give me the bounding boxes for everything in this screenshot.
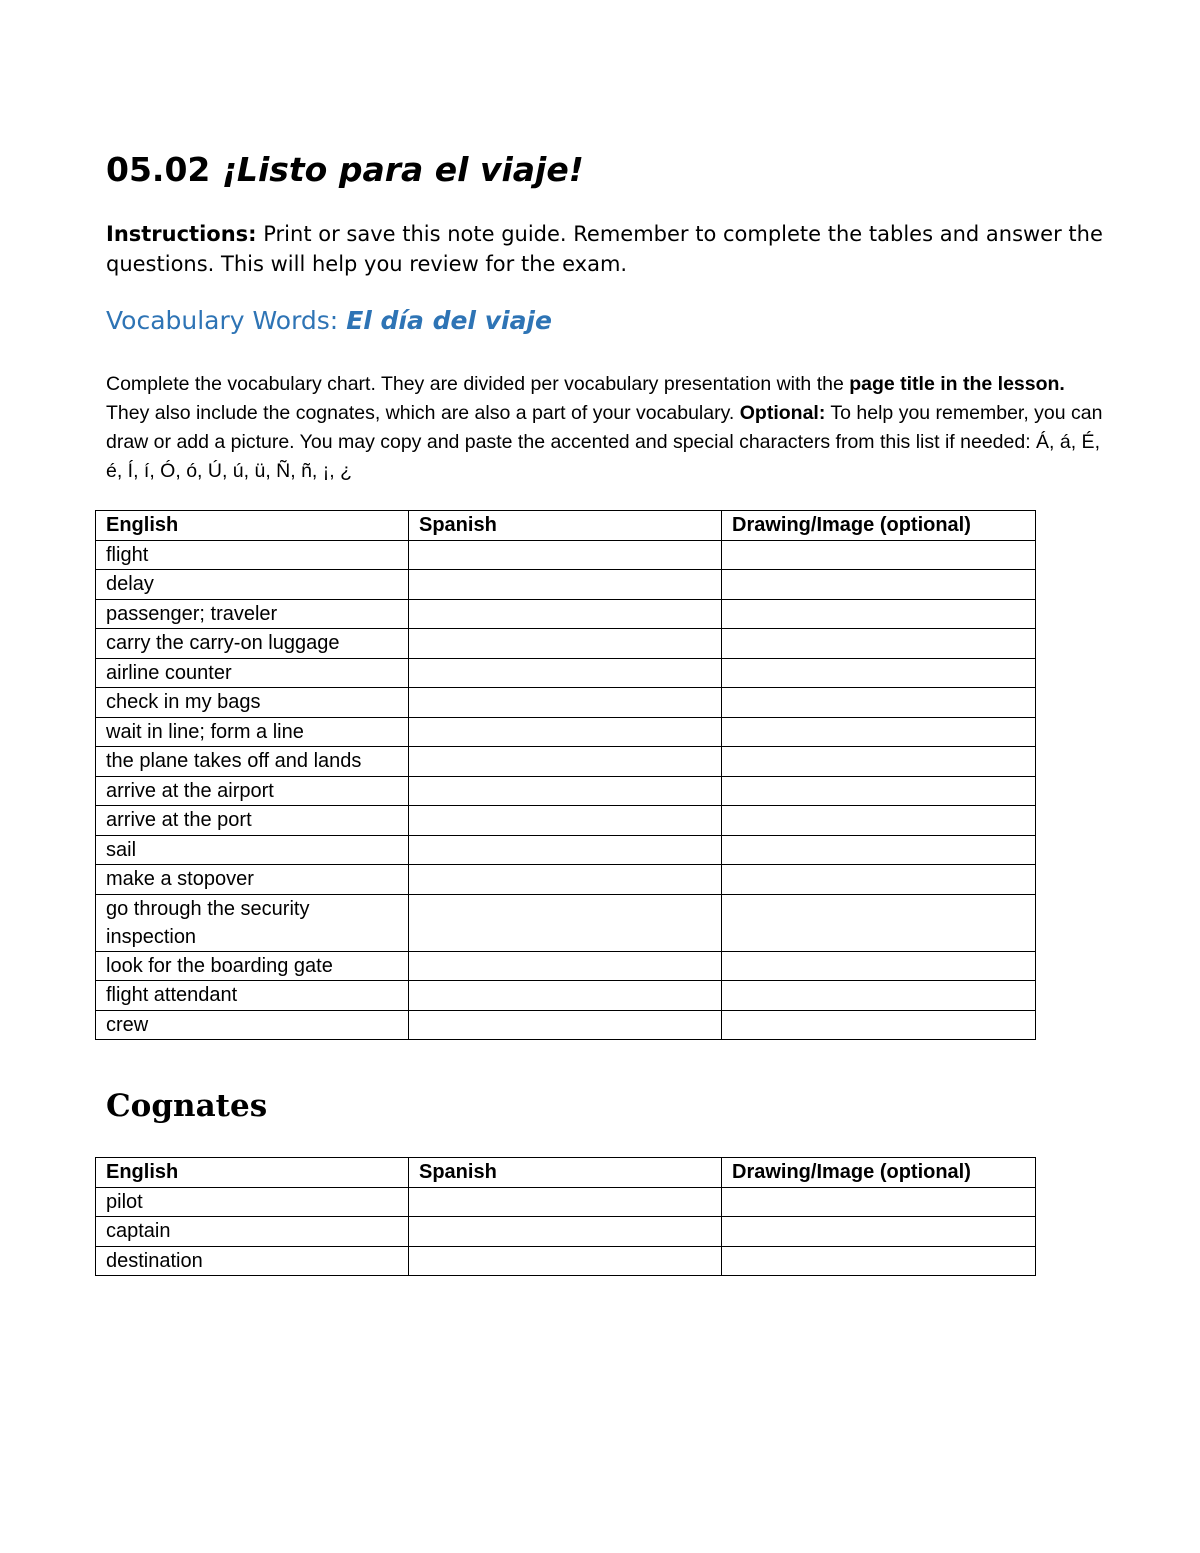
english-cell: arrive at the airport [96,776,409,806]
drawing-cell[interactable] [722,629,1036,659]
english-cell: sail [96,835,409,865]
vocabulary-heading-prefix: Vocabulary Words: [106,306,347,335]
drawing-cell[interactable] [722,776,1036,806]
header-spanish: Spanish [409,1158,722,1188]
table-header-row [96,511,1036,541]
drawing-cell[interactable] [722,951,1036,981]
header-english: English [96,1158,409,1188]
spanish-cell[interactable] [409,747,722,777]
english-cell: captain [96,1217,409,1247]
drawing-cell[interactable] [722,894,1036,951]
drawing-cell[interactable] [722,981,1036,1011]
drawing-cell[interactable] [722,717,1036,747]
vocabulary-table [95,510,1036,1040]
intro-part-3: To help you remember, you can draw or add a picture. You may copy and paste the accented and special characters from this list if needed: Á, á, É, é, Í, í, Ó, ó, Ú, ú, ü, Ñ, ñ, ¡, ¿ [106,402,1103,482]
drawing-cell[interactable] [722,599,1036,629]
table-row [96,1217,1036,1247]
drawing-cell[interactable] [722,1010,1036,1040]
drawing-cell[interactable] [722,540,1036,570]
intro-bold-1: page title in the lesson. [849,373,1065,395]
table-row [96,747,1036,777]
drawing-cell[interactable] [722,658,1036,688]
table-row [96,688,1036,718]
intro-bold-2: Optional: [739,402,826,424]
spanish-cell[interactable] [409,540,722,570]
drawing-cell[interactable] [722,747,1036,777]
cognates-heading: Cognates [106,1088,268,1124]
table-row [96,981,1036,1011]
table-row [96,806,1036,836]
page-title [106,150,584,189]
title-prefix: 05.02 [106,150,222,189]
instructions-label: Instructions: [106,222,257,246]
table-row [96,1010,1036,1040]
table-row [96,865,1036,895]
table-row [96,540,1036,570]
drawing-cell[interactable] [722,1217,1036,1247]
spanish-cell[interactable] [409,688,722,718]
drawing-cell[interactable] [722,806,1036,836]
table-row [96,717,1036,747]
header-spanish: Spanish [409,511,722,541]
english-cell: crew [96,1010,409,1040]
table-row [96,776,1036,806]
spanish-cell[interactable] [409,1246,722,1276]
english-cell: pilot [96,1187,409,1217]
instructions-text: Print or save this note guide. Remember to complete the tables and answer the questions. This will help you review for the exam. [106,222,1103,276]
drawing-cell[interactable] [722,1246,1036,1276]
spanish-cell[interactable] [409,599,722,629]
spanish-cell[interactable] [409,865,722,895]
intro-part-1: Complete the vocabulary chart. They are divided per vocabulary presentation with the [106,373,850,395]
spanish-cell[interactable] [409,806,722,836]
drawing-cell[interactable] [722,835,1036,865]
cognates-table [95,1157,1036,1276]
header-drawing: Drawing/Image (optional) [722,511,1036,541]
table-header-row [96,1158,1036,1188]
spanish-cell[interactable] [409,570,722,600]
spanish-cell[interactable] [409,717,722,747]
drawing-cell[interactable] [722,1187,1036,1217]
english-cell: airline counter [96,658,409,688]
vocabulary-heading [106,306,552,335]
spanish-cell[interactable] [409,658,722,688]
vocabulary-intro-paragraph [106,370,1106,486]
intro-part-2: They also include the cognates, which are also a part of your vocabulary. [106,402,740,424]
spanish-cell[interactable] [409,776,722,806]
drawing-cell[interactable] [722,865,1036,895]
vocabulary-heading-emphasis: El día del viaje [346,306,552,335]
spanish-cell[interactable] [409,951,722,981]
drawing-cell[interactable] [722,688,1036,718]
spanish-cell[interactable] [409,1217,722,1247]
title-italic: ¡Listo para el viaje! [221,150,584,189]
english-cell: passenger; traveler [96,599,409,629]
table-row [96,629,1036,659]
spanish-cell[interactable] [409,894,722,951]
english-cell: the plane takes off and lands [96,747,409,777]
header-drawing: Drawing/Image (optional) [722,1158,1036,1188]
english-cell: flight [96,540,409,570]
table-row [96,658,1036,688]
spanish-cell[interactable] [409,629,722,659]
table-row [96,951,1036,981]
english-cell: check in my bags [96,688,409,718]
spanish-cell[interactable] [409,1187,722,1217]
table-row [96,1187,1036,1217]
table-row [96,835,1036,865]
english-cell: wait in line; form a line [96,717,409,747]
english-cell: destination [96,1246,409,1276]
english-cell: carry the carry-on luggage [96,629,409,659]
instructions-paragraph [106,219,1106,279]
header-english: English [96,511,409,541]
english-cell: make a stopover [96,865,409,895]
table-row [96,894,1036,951]
english-cell: look for the boarding gate [96,951,409,981]
english-cell: flight attendant [96,981,409,1011]
english-cell: go through the security inspection [96,894,409,951]
table-row [96,599,1036,629]
drawing-cell[interactable] [722,570,1036,600]
english-cell: arrive at the port [96,806,409,836]
spanish-cell[interactable] [409,981,722,1011]
spanish-cell[interactable] [409,1010,722,1040]
table-row [96,1246,1036,1276]
table-row [96,570,1036,600]
spanish-cell[interactable] [409,835,722,865]
english-cell: delay [96,570,409,600]
